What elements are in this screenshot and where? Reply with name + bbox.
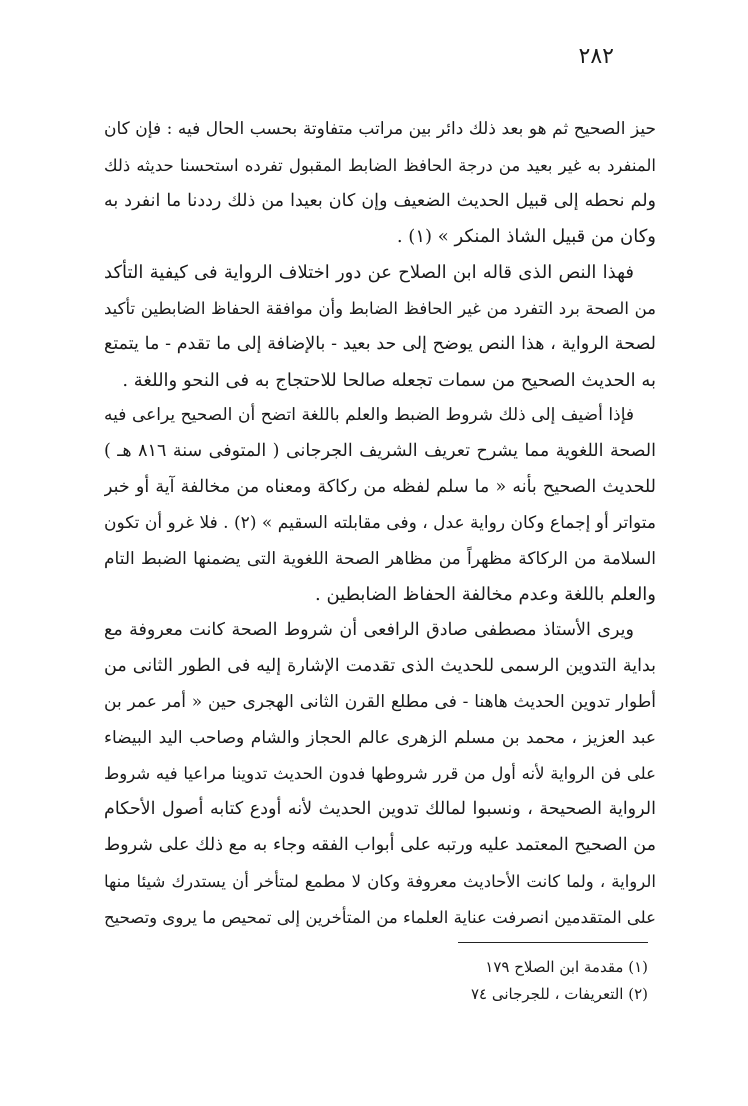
- text-line: بداية التدوين الرسمى للحديث الذى تقدمت الإشارة إليه فى الطور الثانى من: [104, 655, 656, 676]
- text-line: الرواية الصحيحة ، ونسبوا لمالك تدوين الحديث لأنه أودع كتابه أصول الأحكام: [104, 799, 656, 820]
- text-line: السلامة من الركاكة مظهراً من مظاهر الصحة اللغوية التى يضمنها الضبط التام: [104, 548, 656, 569]
- text-line: عبد العزيز ، محمد بن مسلم الزهرى عالم الحجاز والشام وصاحب اليد البيضاء: [104, 727, 656, 748]
- text-line: المنفرد به غير بعيد من درجة الحافظ الضابط المقبول تفرده استحسنا حديثه ذلك: [104, 155, 656, 175]
- text-line: على المتقدمين انصرفت عناية العلماء من المتأخرين إلى تمحيص ما يروى وتصحيح: [104, 907, 656, 927]
- text-line: لصحة الرواية ، هذا النص يوضح إلى حد بعيد - بالإضافة إلى ما تقدم - ما يتمتع: [104, 333, 656, 354]
- text-line: والعلم باللغة وعدم مخالفة الحفاظ الضابطين .: [315, 584, 656, 606]
- text-line: للحديث الصحيح بأنه « ما سلم لفظه من ركاكة ومعناه من مخالفة آية أو خبر: [104, 476, 656, 497]
- text-line: ولم نحطه إلى قبيل الحديث الضعيف وإن كان بعيدا من ذلك رددنا ما انفرد به: [104, 190, 656, 211]
- text-line: حيز الصحيح ثم هو بعد ذلك دائر بين مراتب متفاوتة بحسب الحال فيه : فإن كان: [104, 119, 656, 139]
- text-line: من الصحة برد التفرد من غير الحافظ الضابط وأن موافقة الحفاظ الضابطين تأكيد: [104, 298, 656, 318]
- footnote: (٢) التعريفات ، للجرجانى ٧٤: [470, 985, 648, 1003]
- footnote-divider: [458, 942, 648, 943]
- text-line: وكان من قبيل الشاذ المنكر » (١) .: [396, 226, 656, 248]
- text-line: أطوار تدوين الحديث هاهنا - فى مطلع القرن الثانى الهجرى حين « أمر عمر بن: [104, 691, 656, 712]
- text-line: فإذا أضيف إلى ذلك شروط الضبط والعلم باللغة اتضح أن الصحيح يراعى فيه: [104, 405, 634, 426]
- footnotes: [348, 954, 648, 1008]
- text-line: متواتر أو إجماع وكان رواية عدل ، وفى مقابلته السقيم » (٢) . فلا غرو أن تكون: [104, 512, 656, 533]
- text-line: به الحديث الصحيح من سمات تجعله صالحا للاحتجاج به فى النحو واللغة .: [122, 369, 656, 391]
- body-text: [104, 112, 656, 935]
- text-line: فهذا النص الذى قاله ابن الصلاح عن دور اختلاف الرواية فى كيفية التأكد: [104, 262, 634, 284]
- text-line: من الصحيح المعتمد عليه ورتبه على أبواب الفقه وجاء به مع ذلك على شروط: [104, 834, 656, 855]
- page-number: ٢٨٢: [578, 44, 614, 69]
- footnote: (١) مقدمة ابن الصلاح ١٧٩: [485, 958, 648, 976]
- text-line: على فن الرواية لأنه أول من قرر شروطها فدون الحديث تدوينا مراعيا فيه شروط: [104, 764, 656, 784]
- text-line: ويرى الأستاذ مصطفى صادق الرافعى أن شروط الصحة كانت معروفة مع: [104, 620, 634, 641]
- text-line: الرواية ، ولما كانت الأحاديث معروفة وكان لا مطمع لمتأخر أن يستدرك شيئا منها: [104, 871, 656, 891]
- text-line: الصحة اللغوية مما يشرح تعريف الشريف الجرجانى ( المتوفى سنة ٨١٦ هـ ): [104, 441, 656, 462]
